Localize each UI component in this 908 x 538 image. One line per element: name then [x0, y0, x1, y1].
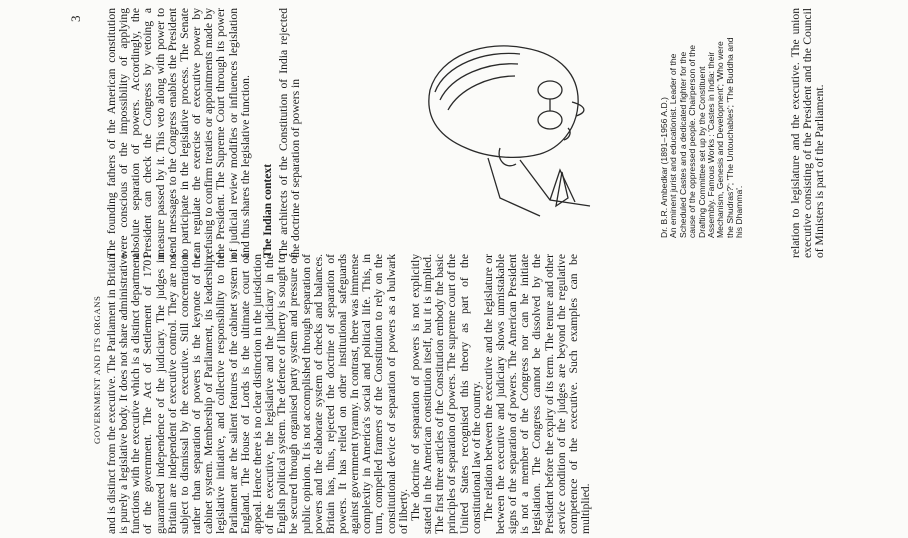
right-column-continuation [790, 8, 850, 258]
page-number: 3 [68, 15, 83, 22]
running-head: GOVERNMENT AND ITS ORGANS [92, 295, 102, 444]
portrait-caption [660, 28, 745, 238]
caption-body: An eminent jurist and educationist. Leader of the Scheduled Castes and a dedicated fighter for the cause of the oppressed people. Chairperson of the Drafting Committee set up by the Constituent Assembly. Famous Works : 'Castes in India: their Mechanism, Genesis and Development'; 'Who were the Shudras?'; 'The Untouchables'; 'The Buddha and his Dhamma'. [668, 37, 745, 238]
left-column-paragraph: The doctrine of separation of powers is not explicitly stated in the American constitution itself, but it is implied. The first three articles of the Constitution embody the basic principles of separation of powers. The supreme court of the United States recognised this theory as part of the constitutional law of the country. [408, 254, 483, 534]
left-column-paragraph: The relation between the executive and the legislature or between the executive and judiciary shows unmistakable signs of the separation of powers. The American President is not a member of the Congress nor can he initiate legislation. The Congress cannot be dissolved by the President before the expiry of its term. The tenure and other service condition of the judges are beyond the regulative competence of the executive. Such examples can be multiplied. [481, 254, 593, 534]
left-column-paragraph: and is distinct from the executive. The Parliament in Britain is purely a legislative body. It does not share administrative functions with the executive which is a distinct department of the government. The Act of Settlement of 1701 guaranteed independence of the judiciary. The judges in Britain are independent of executive control. They are not subject to dismissal by the executive. Still concentration rather than separation of powers is the keynote of the cabinet system. Membership of Parliament, its leadership, legislative initiative, and collective responsibility to the Parliament are the salient features of the cabinet system in England. The House of Lords is the ultimate court of appeal. Hence there is no clear distinction in the jurisdiction of the executive, the legislative and the judiciary in the English political system. The defence of liberty is sought to be secured through organised party system and pressure of public opinion. It is not accomplished through separation of powers and the elaborate system of checks and balances. Britain has, thus, rejected the doctrine of separation of powers. It has relied on other institutional safeguards against government tyranny. In contrast, there was immense complexity in America's social and political life. This, in turn, compelled framers of the Constitution to rely on the constitutional device of separation of powers as a bulwark of liberty. [105, 254, 410, 534]
section-heading: The Indian context [260, 163, 274, 258]
right-column-paragraph: relation to legislature and the executive. The union executive consisting of the President and the Council of Ministers is part of the Parliament. [789, 8, 827, 258]
right-column-paragraph: The architects of the Constitution of India rejected the doctrine of separation of powers in [277, 8, 303, 258]
left-column [106, 254, 866, 534]
caption-title: Dr. B.R. Ambedkar (1891–1956 A.D.) [659, 97, 669, 238]
portrait-sketch-icon [400, 20, 650, 220]
right-column-paragraph: The founding fathers of the American constitution were conscious of the impossibility of applying absolute separation of powers. Accordingly, the President can check the Congress by vetoing a measure passed by it. This veto along with power to send messages to the Congress enables the President to participate in the legislative process. The Senate can regulate the exercise of executive power by refusing to confirm treaties or appointments made by the President. The Supreme Court through its power of judicial review modifies or influences legislation and thus shares the legislative function. [105, 8, 252, 258]
